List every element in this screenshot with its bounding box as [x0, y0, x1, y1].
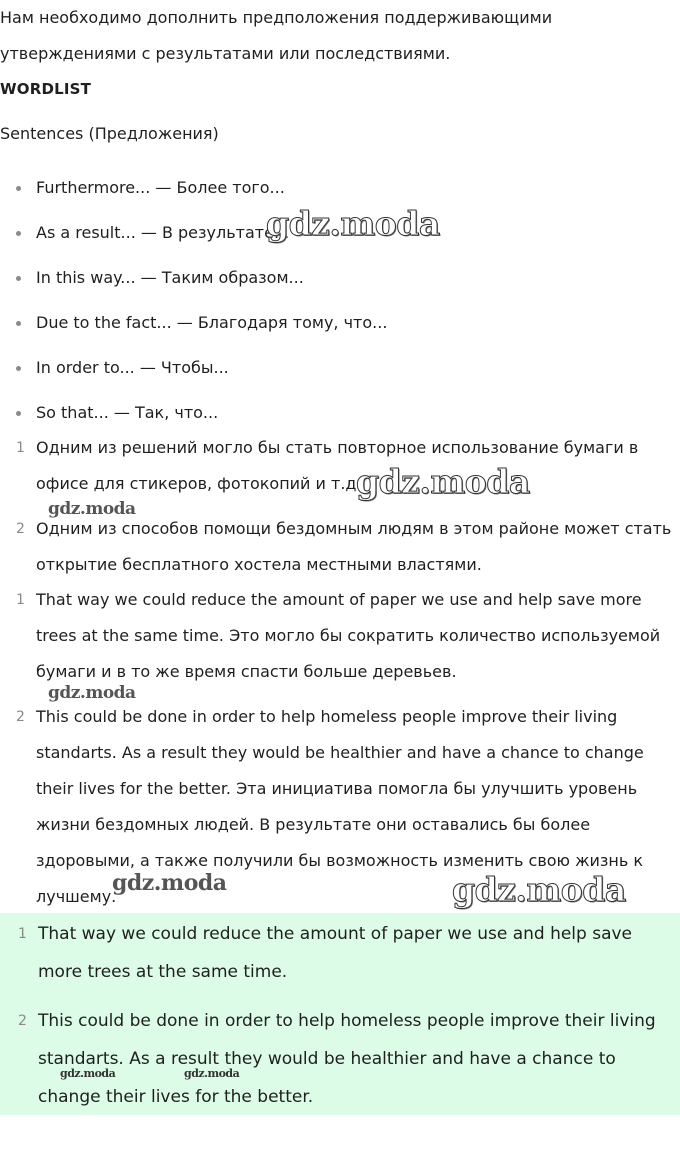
item-number: 1 — [18, 926, 27, 942]
watermark-logo: gdz.moda — [48, 683, 136, 703]
watermark-logo: gdz.moda — [48, 499, 136, 519]
watermark-logo: gdz.moda — [112, 870, 227, 896]
item-number: 2 — [16, 521, 25, 537]
bullet-dot-icon — [16, 411, 21, 416]
numbered-paragraph: Одним из решений могло бы стать повторное использование бумаги в офисе для стикеров, фотокопий и т.д. — [36, 438, 639, 493]
sentences-heading: Sentences (Предложения) — [0, 124, 219, 143]
numbered-paragraph: That way we could reduce the amount of paper we use and help save more trees at the same time. Это могло бы сократить количество используемой бумаги и в то же время спасти больше деревьев. — [36, 590, 661, 681]
intro-line-2: утверждениями с результатами или последствиями. — [0, 44, 451, 63]
watermark-logo: gdz.moda — [356, 462, 530, 501]
answer-paragraph: This could be done in order to help homeless people improve their living standarts. As a result they would be healthier and have a chance to change their lives for the better. — [38, 1011, 656, 1107]
watermark-logo: gdz.moda — [184, 1067, 240, 1080]
item-number: 1 — [16, 440, 25, 456]
wordlist-heading: WORDLIST — [0, 80, 92, 98]
numbered-paragraph: This could be done in order to help homeless people improve their living standarts. As a result they would be healthier and have a chance to change their lives for the better. Эта инициатива помогла бы улучшить уровень жизни бездомных людей. В результате они оставались бы более здоровыми, а также получили бы возможность изменить свою жизнь к лучшему. — [36, 707, 644, 906]
answer-paragraph: That way we could reduce the amount of paper we use and help save more trees at the same time. — [38, 924, 633, 982]
numbered-paragraph: Одним из способов помощи бездомным людям в этом районе может стать открытие бесплатного хостела местными властями. — [36, 519, 672, 574]
item-number: 2 — [16, 709, 25, 725]
bullet-dot-icon — [16, 231, 21, 236]
item-number: 2 — [18, 1013, 27, 1029]
watermark-logo: gdz.moda — [452, 870, 626, 909]
watermark-logo: gdz.moda — [60, 1067, 116, 1080]
item-number: 1 — [16, 592, 25, 608]
answer-block — [0, 913, 680, 1115]
bullet-dot-icon — [16, 366, 21, 371]
bullet-dot-icon — [16, 186, 21, 191]
bullet-dot-icon — [16, 276, 21, 281]
intro-line-1: Нам необходимо дополнить предположения поддерживающими — [0, 8, 553, 27]
watermark-logo: gdz.moda — [266, 204, 440, 243]
bullet-dot-icon — [16, 321, 21, 326]
